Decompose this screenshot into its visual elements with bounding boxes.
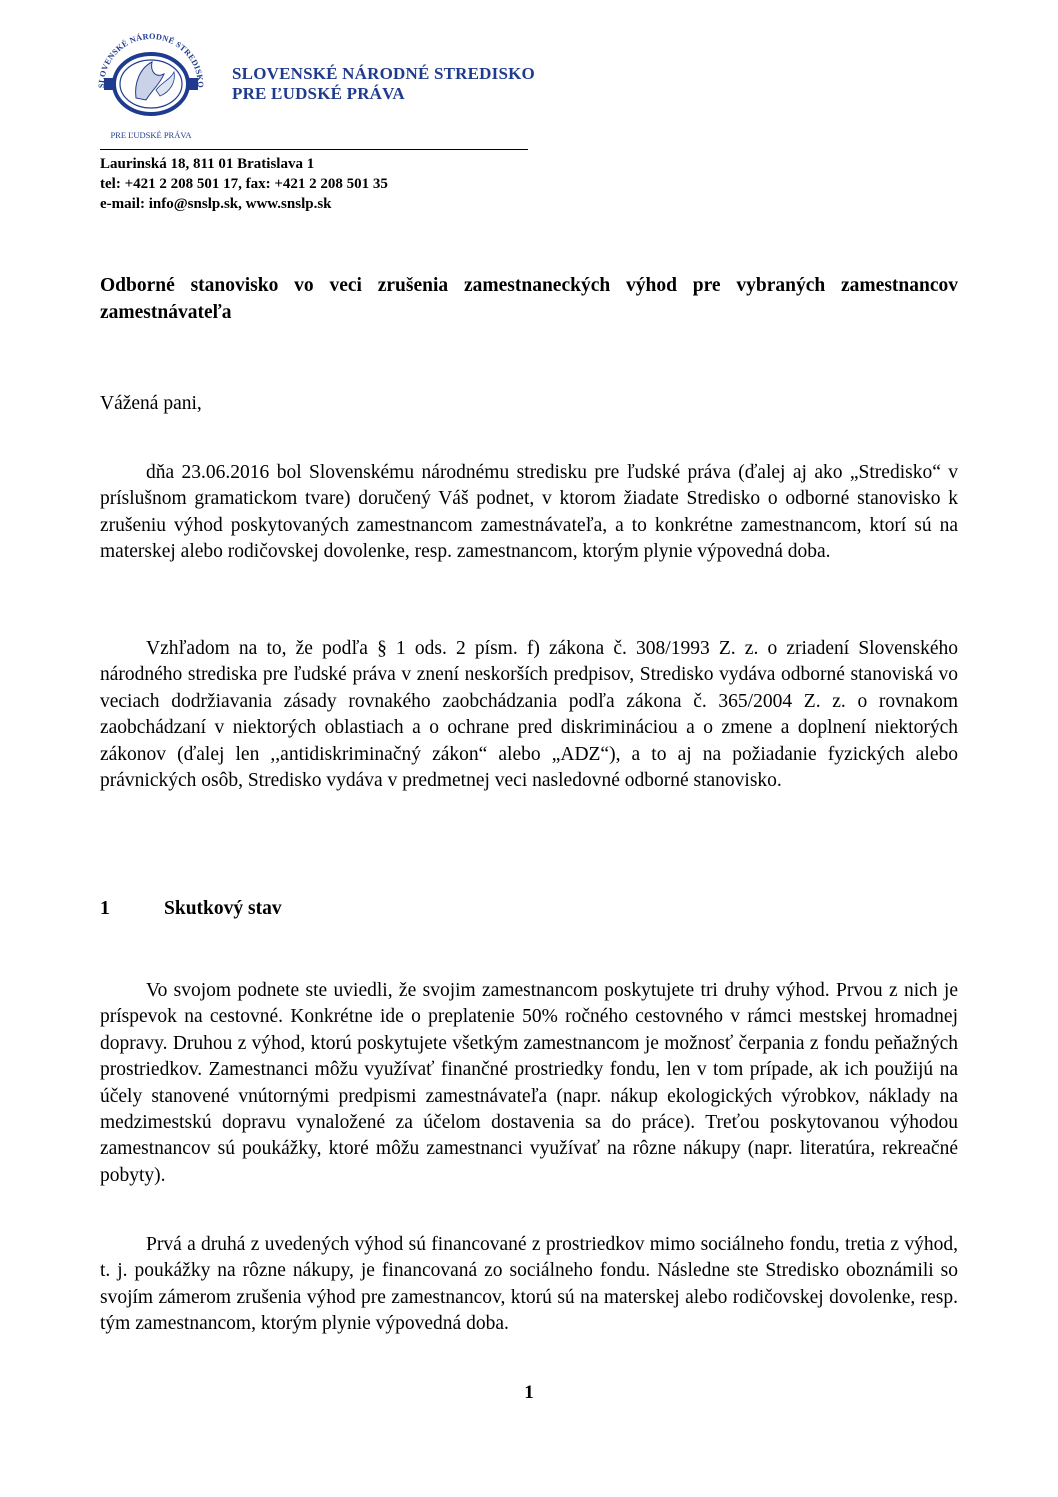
postal-address: Laurinská 18, 811 01 Bratislava 1	[100, 156, 315, 172]
paragraph-3: Vo svojom podnete ste uviedli, že svojim zamestnancom poskytujete tri druhy výhod. Prvou z nich je príspevok na cestovné. Konkrétne ide o preplatenie 50% ročného cestovného v rámci mestskej hromadnej dopravy. Druhou z výhod, ktorú poskytujete všetkým zamestnancom je možnosť čerpania z fondu peňažných prostriedkov. Zamestnanci môžu využívať finančné prostriedky fondu, len v tom prípade, ak ich použijú na účely stanovené vnútornými predpismi zamestnávateľa (napr. nákup ekologických výrobkov, náklady na medzimestskú dopravu vynaložené za účelom dostavenia sa do práce). Treťou poskytovanou výhodou zamestnancov sú poukážky, ktoré môžu zamestnanci využívať na rôzne nákupy (napr. literatúra, rekreačné pobyty).	[100, 980, 958, 1186]
contact-block	[100, 154, 388, 214]
logo-ring-bottom-text: PRE ĽUDSKÉ PRÁVA	[110, 130, 192, 140]
phone-fax: tel: +421 2 208 501 17, fax: +421 2 208 501 35	[100, 176, 388, 192]
organization-logo-icon	[90, 28, 212, 144]
page-number: 1	[524, 1382, 534, 1403]
paragraph-4: Prvá a druhá z uvedených výhod sú financované z prostriedkov mimo sociálneho fondu, tretia z výhod, t. j. poukážky na rôzne nákupy, je financovaná zo sociálneho fondu. Následne ste Stredisko oboznámili so svojím zámerom zrušenia výhod pre zamestnancov, ktorú sú na materskej alebo rodičovskej dovolenke, resp. tým zamestnancom, ktorým plynie výpovedná doba.	[100, 1234, 958, 1335]
organization-name	[232, 64, 535, 104]
section-number: 1	[100, 898, 110, 919]
paragraph-2: Vzhľadom na to, že podľa § 1 ods. 2 písm. f) zákona č. 308/1993 Z. z. o zriadení Slovenského národného strediska pre ľudské práva v znení neskorších predpisov, Stredisko vydáva odborné stanoviská vo veciach dodržiavania zásady rovnakého zaobchádzania podľa zákona č. 365/2004 Z. z. o rovnakom zaobchádzaní v niektorých oblastiach a o ochrane pred diskrimináciou a o zmene a doplnení niektorých zákonov (ďalej len ,,antidiskriminačný zákon“ alebo „ADZ“), a to aj na požiadanie fyzických alebo právnických osôb, Stredisko vydáva v predmetnej veci nasledovné odborné stanovisko.	[100, 638, 958, 792]
organization-name-line2: PRE ĽUDSKÉ PRÁVA	[232, 84, 405, 103]
document-title: Odborné stanovisko vo veci zrušenia zamestnaneckých výhod pre vybraných zamestnancov zamestnávateľa	[100, 275, 958, 323]
email-web: e-mail: info@snslp.sk, www.snslp.sk	[100, 196, 332, 212]
header-divider	[100, 149, 528, 150]
section-title: Skutkový stav	[164, 898, 282, 919]
organization-name-line1: SLOVENSKÉ NÁRODNÉ STREDISKO	[232, 64, 535, 83]
paragraph-1: dňa 23.06.2016 bol Slovenskému národnému stredisku pre ľudské práva (ďalej aj ako „Stredisko“ v príslušnom gramatickom tvare) doručený Váš podnet, v ktorom žiadate Stredisko o odborné stanovisko k zrušeniu výhod poskytovaných zamestnancom zamestnávateľa, a to konkrétne zamestnancom, ktorí sú na materskej alebo rodičovskej dovolenke, resp. zamestnancom, ktorým plynie výpovedná doba.	[100, 462, 958, 563]
logo-ring-top-text: SLOVENSKÉ NÁRODNÉ STREDISKO	[96, 31, 206, 89]
salutation: Vážená pani,	[100, 393, 202, 414]
section-heading	[100, 895, 282, 922]
